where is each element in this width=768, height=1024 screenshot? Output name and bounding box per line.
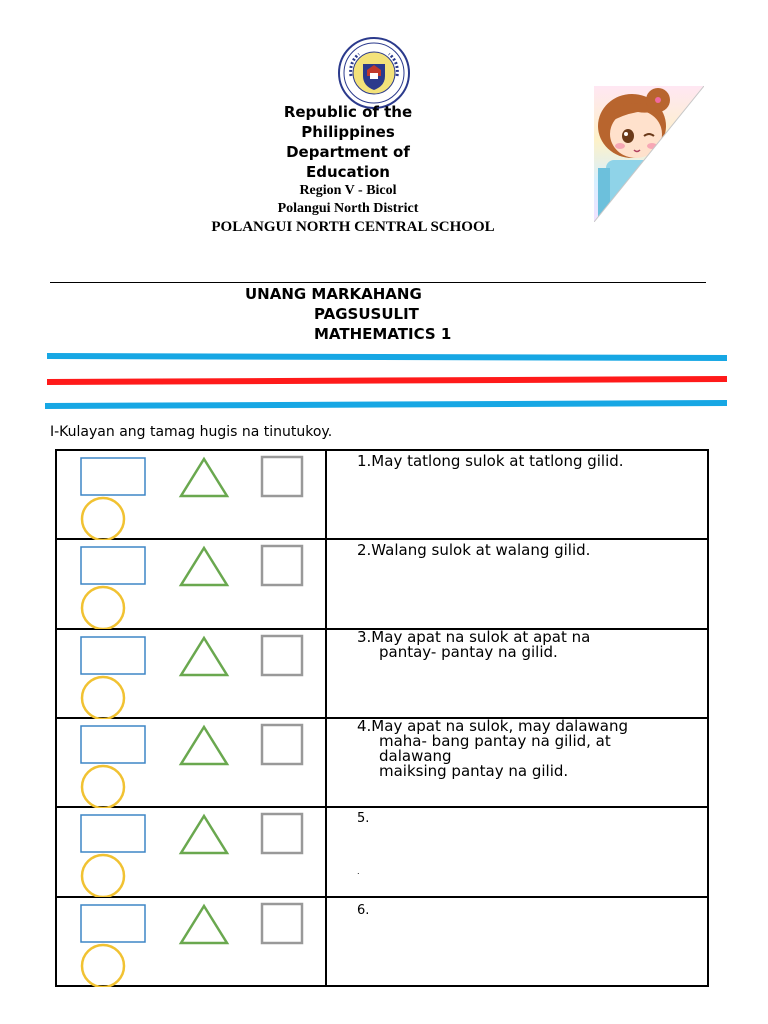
rectangle-icon[interactable] — [81, 458, 145, 495]
shape-choices-cell — [56, 807, 326, 896]
triangle-icon[interactable] — [181, 548, 227, 585]
triangle-icon[interactable] — [181, 816, 227, 853]
table-row — [56, 539, 708, 628]
shapes-question-table — [55, 449, 709, 987]
exam-title-line-1: UNANG MARKAHANG — [245, 285, 422, 303]
question-line: 1.May tatlong sulok at tatlong gilid. — [357, 452, 624, 470]
question-text — [357, 811, 699, 879]
triangle-icon[interactable] — [181, 906, 227, 943]
question-line: 3.May apat na sulok at apat na — [357, 627, 591, 646]
deped-seal-logo — [337, 36, 411, 110]
question-line: dalawang — [379, 746, 452, 765]
shape-choices-cell — [56, 450, 326, 539]
triangle-icon[interactable] — [181, 638, 227, 675]
department-line-2: Education — [306, 163, 390, 181]
shape-choices — [57, 808, 325, 897]
circle-icon[interactable] — [82, 587, 124, 629]
rectangle-icon[interactable] — [81, 905, 145, 942]
question-line: maha- bang pantay na gilid, at — [379, 731, 611, 750]
shape-choices — [57, 451, 325, 540]
question-line: . — [357, 867, 360, 877]
rectangle-icon[interactable] — [81, 815, 145, 852]
question-line: 2.Walang sulok at walang gilid. — [357, 541, 591, 560]
rectangle-icon[interactable] — [81, 547, 145, 584]
exam-title-line-3: MATHEMATICS 1 — [314, 325, 452, 343]
shape-choices-cell — [56, 629, 326, 718]
table-row — [56, 629, 708, 718]
circle-icon[interactable] — [82, 766, 124, 808]
circle-icon[interactable] — [82, 677, 124, 719]
shape-choices-cell — [56, 718, 326, 807]
table-row — [56, 897, 708, 986]
square-icon[interactable] — [262, 457, 302, 496]
cartoon-girl-illustration — [594, 86, 704, 222]
table-row — [56, 807, 708, 896]
shape-choices — [57, 630, 325, 719]
question-cell — [326, 539, 708, 628]
question-cell — [326, 807, 708, 896]
table-row — [56, 718, 708, 807]
shape-choices-cell — [56, 539, 326, 628]
shape-choices — [57, 540, 325, 629]
question-line: 6. — [357, 902, 370, 918]
district-label: Polangui North District — [277, 201, 419, 216]
question-cell — [326, 718, 708, 807]
blue-band-bottom — [45, 403, 727, 406]
question-line: 4.May apat na sulok, may dalawang — [357, 716, 629, 735]
square-icon[interactable] — [262, 904, 302, 943]
question-cell — [326, 629, 708, 718]
question-text — [357, 627, 699, 661]
question-cell — [326, 450, 708, 539]
circle-icon[interactable] — [82, 945, 124, 987]
instruction-text: I-Kulayan ang tamag hugis na tinutukoy. — [50, 424, 333, 440]
department-line-1: Department of — [286, 143, 410, 161]
square-icon[interactable] — [262, 636, 302, 675]
republic-line-1: Republic of the — [283, 103, 413, 121]
table-row — [56, 450, 708, 539]
rectangle-icon[interactable] — [81, 726, 145, 763]
header-divider — [50, 282, 706, 283]
square-icon[interactable] — [262, 546, 302, 585]
question-text — [357, 454, 699, 469]
blue-band-top — [47, 356, 727, 358]
triangle-icon[interactable] — [181, 727, 227, 764]
circle-icon[interactable] — [82, 498, 124, 540]
region-label: Region V - Bicol — [299, 183, 397, 198]
question-cell — [326, 897, 708, 986]
question-line: 5. — [357, 811, 370, 827]
circle-icon[interactable] — [82, 855, 124, 897]
square-icon[interactable] — [262, 725, 302, 764]
exam-title-line-2: PAGSUSULIT — [314, 305, 419, 323]
question-text — [357, 543, 699, 558]
shape-choices — [57, 719, 325, 808]
rectangle-icon[interactable] — [81, 637, 145, 674]
question-text — [357, 903, 699, 918]
triangle-icon[interactable] — [181, 459, 227, 496]
square-icon[interactable] — [262, 814, 302, 853]
question-text — [357, 716, 699, 780]
shape-choices-cell — [56, 897, 326, 986]
red-band — [47, 379, 727, 382]
republic-line-2: Philippines — [301, 123, 395, 141]
decorative-color-bands — [0, 348, 768, 418]
school-name: POLANGUI NORTH CENTRAL SCHOOL — [211, 219, 495, 235]
question-line: pantay- pantay na gilid. — [379, 642, 558, 661]
question-line: maiksing pantay na gilid. — [379, 761, 569, 780]
shape-choices — [57, 898, 325, 987]
